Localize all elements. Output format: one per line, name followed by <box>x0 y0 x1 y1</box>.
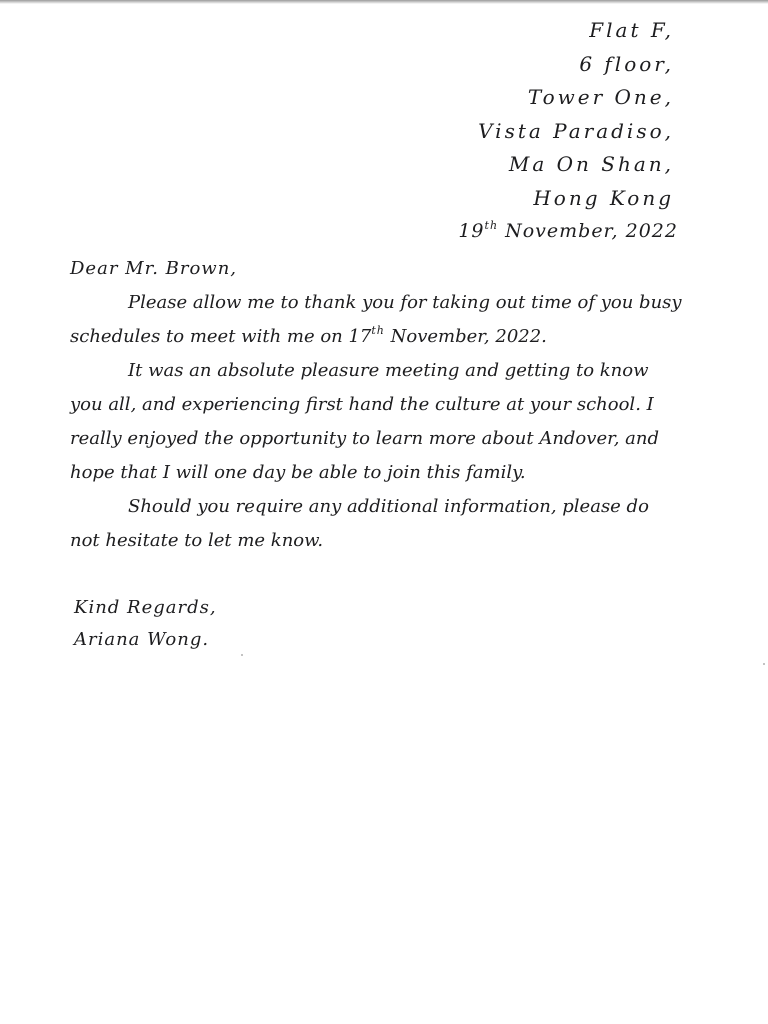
address-city: Hong Kong <box>533 185 674 210</box>
scan-top-edge <box>0 0 768 4</box>
date-month-year: November, 2022 <box>505 220 678 242</box>
paper-speck <box>763 663 765 665</box>
paragraph-3-line-1: Should you require any additional information, please do <box>128 496 649 517</box>
sender-address <box>458 14 678 249</box>
meeting-day-suffix: th <box>371 324 385 337</box>
address-floor: 6 floor, <box>579 51 674 76</box>
date-day-suffix: th <box>484 219 499 232</box>
letter-date <box>458 215 678 249</box>
address-district: Ma On Shan, <box>508 152 674 176</box>
paper-speck <box>241 654 243 656</box>
address-estate: Vista Paradiso, <box>478 118 674 143</box>
closing: Kind Regards, <box>74 597 217 618</box>
paragraph-2-line-1: It was an absolute pleasure meeting and getting to know <box>128 360 649 381</box>
salutation: Dear Mr. Brown, <box>70 258 238 279</box>
letter-body <box>70 252 700 558</box>
paragraph-2-line-4: hope that I will one day be able to join this family. <box>70 462 526 483</box>
paragraph-2-line-2: you all, and experiencing first hand the culture at your school. I <box>70 394 654 415</box>
paragraph-1-line-2 <box>70 320 700 354</box>
paragraph-3-line-2: not hesitate to let me know. <box>70 530 324 551</box>
address-flat: Flat F, <box>589 18 674 42</box>
paragraph-1-line-1: Please allow me to thank you for taking out time of you busy <box>128 292 682 313</box>
signature: Ariana Wong. <box>74 629 210 650</box>
paragraph-1-line-2-end: November, 2022. <box>390 326 547 347</box>
paragraph-2-line-3: really enjoyed the opportunity to learn more about Andover, and <box>70 428 660 449</box>
letter-signoff <box>74 592 217 656</box>
date-day: 19 <box>458 220 485 242</box>
address-building: Tower One, <box>527 85 674 109</box>
paragraph-1-line-2-start: schedules to meet with me on 17 <box>70 326 372 347</box>
